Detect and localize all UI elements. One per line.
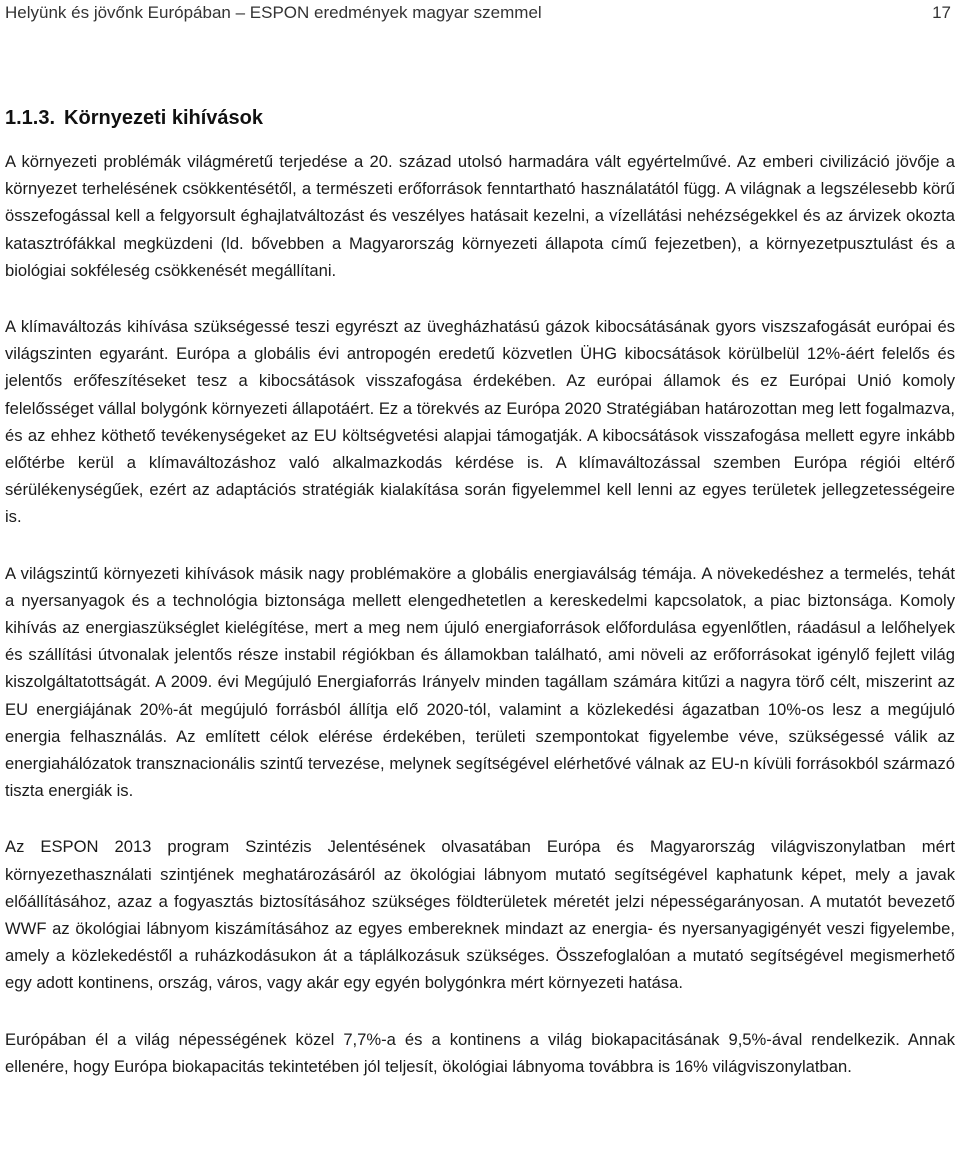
paragraph-1: A környezeti problémák világméretű terjedése a 20. század utolsó harmadára vált egyértelművé. Az emberi civilizáció jövője a környezet terhelésének csökkentésétől, a természeti erőforrások fenntartható használatától függ. A világnak a legszélesebb körű összefogással kell a felgyorsult éghajlatváltozást és veszélyes hatásait kezelni, a vízellátási nehézségekkel és az árvizek okozta katasztrófákkal megküzdeni (ld. bővebben a Magyarország környezeti állapota című fejezetben), a környezetpusztulást és a biológiai sokféleség csökkenését megállítani. [5,152,955,280]
section-title: Környezeti kihívások [64,107,264,129]
page-number: 17 [932,3,951,22]
section-heading [5,107,955,130]
running-header [5,3,955,33]
paragraph-2: A klímaváltozás kihívása szükségessé teszi egyrészt az üvegházhatású gázok kibocsátásának gyors viszszafogását európai és világszinten egyaránt. Európa a globális évi antropogén eredetű közvetlen ÜHG kibocsátások körülbelül 12%-áért felelős és jelentős erőfeszítéseket tesz a kibocsátások visszafogása érdekében. Az európai államok és ez Európai Unió komoly felelősséget vállal bolygónk környezeti állapotáért. Ez a törekvés az Európa 2020 Stratégiában határozottan meg lett fogalmazva, és az ehhez köthető tevékenységeket az EU költségvetési alapjai támogatják. A kibocsátások visszafogása mellett egyre inkább előtérbe kerül a klímaváltozáshoz való alkalmazkodás kérdése is. A klímaváltozással szemben Európa régiói eltérő sérülékenységűek, ezért az adaptációs stratégiák kialakítása során figyelemmel kell lenni az egyes területek jellegzetességeire is. [5,317,955,527]
document-page [5,0,955,1080]
section-number: 1.1.3. [5,107,56,129]
body-text [5,148,955,1080]
paragraph-3: A világszintű környezeti kihívások másik nagy problémaköre a globális energiaválság témája. A növekedéshez a termelés, tehát a nyersanyagok és a technológia biztonsága mellett elengedhetetlen a kereskedelmi kapcsolatok, a piac biztonsága. Komoly kihívás az energiaszükséglet kielégítése, mert a meg nem újuló energiaforrások előfordulása egyenlőtlen, ráadásul a lelőhelyek és szállítási útvonalak jelentős része instabil régiókban és államokban található, ami növeli az erőforrásokat igénylő fejlett világ kiszolgáltatottságát. A 2009. évi Megújuló Energiaforrás Irányelv minden tagállam számára kitűzi a nagyra törő célt, miszerint az EU energiájának 20%-át megújuló forrásból állítja elő 2020-tól, valamint a közlekedési ágazatban 10%-os lesz a megújuló energia felhasználás. Az említett célok elérése érdekében, területi szempontokat figyelembe véve, szükségessé válik az energiahálózatok transznacionális szintű tervezése, melynek segítségével elérhetővé válnak az EU-n kívüli forrásokból származó tiszta energiák is. [5,563,955,801]
running-title: Helyünk és jövőnk Európában – ESPON eredmények magyar szemmel [5,3,542,22]
paragraph-4: Az ESPON 2013 program Szintézis Jelentésének olvasatában Európa és Magyarország világviszonylatban mért környezethasználati szintjének meghatározásáról az ökológiai lábnyom mutató segítségével kaphatunk képet, mely a javak előállításához, azaz a fogyasztás biztosításához szükséges földterületek méretét jelzi népességarányosan. A mutatót bevezető WWF az ökológiai lábnyom kiszámításához az egyes embereknek mindazt az energia- és nyersanyagigényét veszi figyelembe, amely a közlekedéstől a ruházkodásukon át a táplálkozásuk szükséges. Összefoglalóan a mutató segítségével megismerhető egy adott kontinens, ország, város, vagy akár egy egyén bolygónkra mért környezeti hatása. [5,837,955,993]
paragraph-5: Európában él a világ népességének közel 7,7%-a és a kontinens a világ biokapacitásának 9,5%-ával rendelkezik. Annak ellenére, hogy Európa biokapacitás tekintetében jól teljesít, ökológiai lábnyoma továbbra is 16% világviszonylatban. [5,1029,955,1076]
